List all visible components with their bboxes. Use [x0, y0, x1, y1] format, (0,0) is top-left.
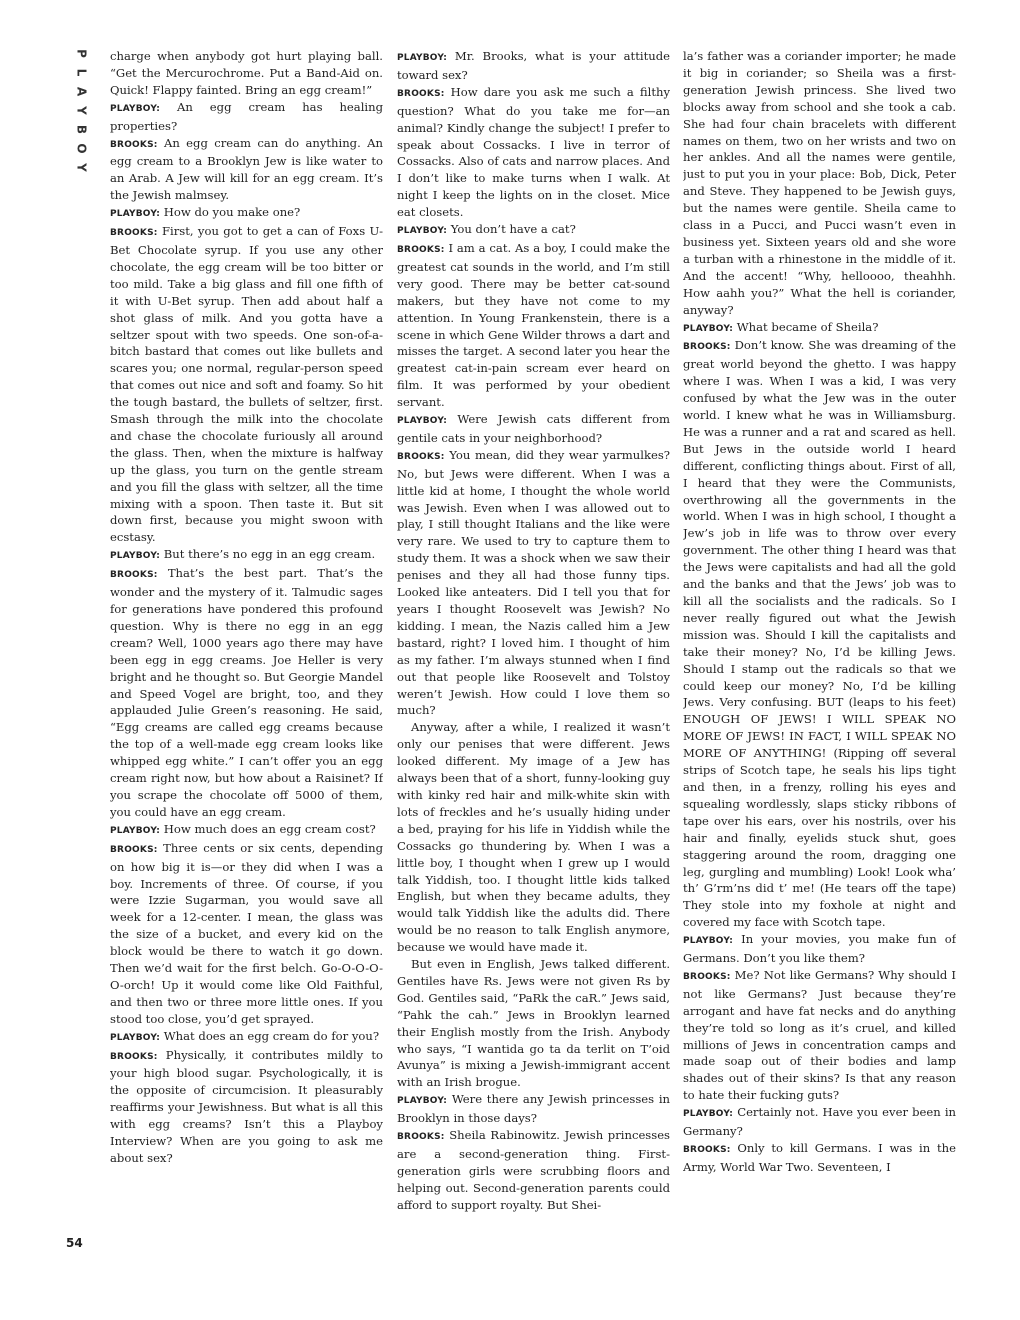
speaker-label: BROOKS: [397, 88, 445, 99]
paragraph [110, 565, 383, 821]
mark-letter: A [74, 86, 89, 97]
paragraph-text: Were Jewish cats different from gentile cats in your neighborhood? [397, 412, 670, 445]
mark-letter: L [74, 68, 89, 77]
paragraph-text: Were there any Jewish princesses in Brooklyn in those days? [397, 1092, 670, 1126]
paragraph [110, 223, 383, 546]
speaker-label: BROOKS: [110, 1051, 158, 1062]
paragraph-text: Three cents or six cents, depending on how big it is—or they did when I was a boy. Increments of three. Of course, if you were Izzie Sugarman, you would save all week for a 12-center. I mean, the glass was the size of a bucket, and every kid on the block would be there to watch it go down. Then we’d wait for the first belch. Go-O-O-O-O-orch! Up it would come like Old Faithful, and then two or three more little ones. If you stood too close, you’d get sprayed. [110, 840, 383, 1026]
paragraph [110, 1047, 383, 1167]
speaker-label: BROOKS: [397, 451, 445, 462]
paragraph-text: Sheila Rabinowitz. Jewish princesses are a second-generation thing. First-generation girls were scrubbing floors and helping out. Second-generation parents could afford to support royalty. But Shei- [397, 1128, 670, 1212]
speaker-label: BROOKS: [397, 1132, 445, 1143]
paragraph [397, 84, 670, 221]
paragraph-text: Certainly not. Have you ever been in Germany? [683, 1105, 956, 1139]
paragraph-text: But there’s no egg in an egg cream. [163, 547, 376, 562]
paragraph-text: Mr. Brooks, what is your attitude toward sex? [397, 49, 670, 82]
speaker-label: PLAYBOY: [110, 209, 161, 220]
paragraph [110, 48, 383, 99]
paragraph [683, 1140, 956, 1176]
speaker-label: PLAYBOY: [683, 323, 734, 334]
speaker-label: PLAYBOY: [110, 551, 161, 562]
paragraph-text: la’s father was a coriander importer; he made it big in coriander; so Sheila was a first-generation Jewish princess. She lived two blocks away from school and she took a cab. She had four chain bracelets with different names on them, two on her wrists and two on her ankles. And all the names were gentile, just to put you in your place: Bob, Dick, Peter and Steve. They happened to be Jewish guys, but the names were gentile. Sheila came to class in a Pucci, and Pucci wasn’t even in business yet. Sixteen years old and she wore a turban with a rhinestone in the middle of it. And the accent! “Why, helloooo, theahhh. How aahh you?” What the hell is coriander, anyway? [683, 49, 956, 317]
paragraph-text: Don’t know. She was dreaming of the great world beyond the ghetto. I was happy where I was. When I was a kid, I was very confused by what the Jew was in the outer world. I knew what he was in Williamsburg. He was a runner and a rat and scared as hell. But Jews in the outside world I heard different, conflicting things about. First of all, I heard that they were the Communists, overthrowing all the governments in the world. When I was in high school, I thought a Jew’s job in life was to throw over every government. The other thing I heard was that the Jews were capitalists and had all the gold and the banks and that the Jews’ job was to kill all the socialists and the radicals. So I never really figured out what the Jewish mission was. Should I kill the capitalists and take their money? No, I’d be killing Jews. Should I stamp out the radicals so that we could keep our money? No, I’d be killing Jews. Very confusing. BUT (leaps to his feet) ENOUGH OF JEWS! I WILL SPEAK NO MORE OF JEWS! IN FACT, I WILL SPEAK NO MORE OF ANYTHING! (Ripping off several strips of Scotch tape, he seals his lips tight and then, in a frenzy, rolling his eyes and squealing wordlessly, slaps sticky ribbons of tape over his ears, over his nostrils, over his hair and finally, eyelids stuck shut, goes staggering around the room, dragging one leg, gurgling and mumbling) Look! Look wha’ th’ G’rm’ns did t’ me! (He tears off the tape) They stole into my foxhole at night and covered my face with Scotch tape. [683, 338, 956, 930]
paragraph-text: I am a cat. As a boy, I could make the greatest cat sounds in the world, and I’m still very good. There may be better cat-sound makers, but they have not come to my attention. In Young Frankenstein, there is a scene in which Gene Wilder throws a dart and misses the target. A second later you hear the greatest cat-in-pain scream ever heard on film. It was performed by your obedient servant. [397, 240, 670, 410]
paragraph [110, 204, 383, 223]
speaker-label: PLAYBOY: [683, 1109, 734, 1120]
speaker-label: BROOKS: [110, 228, 158, 239]
paragraph-text: An egg cream can do anything. An egg cream to a Brooklyn Jew is like water to an Arab. A Jew will kill for an egg cream. It’s the Jewish malmsey. [110, 135, 383, 203]
paragraph [110, 821, 383, 840]
speaker-label: BROOKS: [683, 971, 731, 982]
speaker-label: BROOKS: [683, 342, 731, 353]
paragraph [110, 840, 383, 1028]
mark-letter: B [74, 124, 89, 135]
page-number: 54 [66, 1236, 83, 1250]
mark-letter: Y [74, 106, 89, 115]
speaker-label: PLAYBOY: [110, 825, 161, 836]
paragraph [397, 240, 670, 411]
paragraph [683, 319, 956, 338]
text-column-2 [397, 48, 670, 1268]
paragraph [397, 411, 670, 447]
text-column-3 [683, 48, 956, 1268]
text-column-1 [110, 48, 383, 1268]
speaker-label: PLAYBOY: [397, 1096, 448, 1107]
paragraph-text: Anyway, after a while, I realized it wasn’t only our penises that were different. Jews looked different. My image of a Jew has always been that of a short, funny-looking guy with kinky red hair and milk-white skin with lots of freckles and he’s usually hiding under a bed, praying for his life in Yiddish while the Cossacks go thundering by. When I was a little boy, I thought when I grew up I would talk Yiddish, too. I thought little kids talked English, but when they became adults, they would talk Yiddish like the adults did. There would be no reason to talk English anymore, because we would have made it. [397, 720, 670, 955]
paragraph-text: An egg cream has healing properties? [110, 99, 383, 133]
magazine-vertical-mark [68, 44, 94, 177]
paragraph-text: You don’t have a cat? [450, 222, 576, 237]
paragraph-text: Me? Not like Germans? Why should I not like Germans? Just because they’re arrogant and have fat necks and do anything they’re told so long as it’s cruel, and killed millions of Jews in concentration camps and made soap out of their bodies and lamp shades out of their skins? Is that any reason to hate their fucking guts? [683, 967, 956, 1103]
speaker-label: PLAYBOY: [397, 53, 448, 63]
paragraph [397, 719, 670, 956]
speaker-label: BROOKS: [110, 570, 158, 581]
paragraph [683, 337, 956, 931]
paragraph-text: charge when anybody got hurt playing ball. “Get the Mercurochrome. Put a Band-Aid on. Quick! Flappy fainted. Bring an egg cream!” [110, 49, 383, 97]
paragraph-text: But even in English, Jews talked different. Gentiles have Rs. Jews were not given Rs by God. Gentiles said, “PaRk the caR.” Jews said, “Pahk the cah.” Jews in Brooklyn learned their English mostly from the Irish. Anybody who says, “I wantida go ta da terlit on T’oid Avunya” is mixing a Jewish-immigrant accent with an Irish brogue. [397, 957, 670, 1090]
paragraph [683, 48, 956, 319]
speaker-label: BROOKS: [683, 1145, 731, 1155]
paragraph-text: You mean, did they wear yarmulkes? No, but Jews were different. When I was a little kid at home, I thought the whole world was Jewish. Even when I was allowed out to play, I still thought Italians and the like were very rare. We used to try to capture them to study them. It was a shock when we saw their penises and they all had those funny tips. Looked like anteaters. Did I tell you that for years I thought Roosevelt was Jewish? No kidding. I mean, the Nazis called him a Jew bastard, right? I loved him. I thought of him as my father. I’m always stunned when I find out that people like Roosevelt and Tolstoy weren’t Jewish. How could I love them so much? [397, 447, 670, 718]
speaker-label: PLAYBOY: [683, 936, 734, 947]
paragraph [110, 99, 383, 135]
speaker-label: PLAYBOY: [110, 1032, 161, 1043]
paragraph [397, 221, 670, 240]
mark-letter: P [74, 49, 89, 58]
paragraph-text: How much does an egg cream cost? [163, 821, 376, 836]
paragraph-text: Only to kill Germans. I was in the Army, World War Two. Seventeen, I [683, 1141, 956, 1174]
speaker-label: PLAYBOY: [110, 103, 161, 114]
paragraph [397, 1091, 670, 1127]
paragraph [397, 48, 670, 84]
paragraph-text: That’s the best part. That’s the wonder and the mystery of it. Talmudic sages for generations have pondered this profound question. Why is there no egg in an egg cream? Well, 1000 years ago there may have been egg in egg creams. Joe Heller is very bright and he thought so. But Georgie Mandel and Speed Vogel are bright, too, and they applauded Julie Green’s reasoning. He said, “Egg creams are called egg creams because the top of a well-made egg cream looks like whipped egg white.” I can’t offer you an egg cream right now, but how about a Raisinet? If you scrape the chocolate off 5000 of them, you could have an egg cream. [110, 566, 383, 819]
mark-letter: O [74, 143, 89, 154]
speaker-label: BROOKS: [110, 844, 158, 855]
paragraph-text: What became of Sheila? [736, 319, 879, 334]
speaker-label: BROOKS: [110, 139, 158, 150]
paragraph-text: What does an egg cream do for you? [163, 1028, 380, 1043]
paragraph-text: How do you make one? [163, 205, 301, 220]
paragraph [110, 546, 383, 565]
paragraph [397, 956, 670, 1091]
speaker-label: PLAYBOY: [397, 416, 448, 427]
paragraph-text: In your movies, you make fun of Germans. Don’t you like them? [683, 932, 956, 966]
paragraph [683, 931, 956, 967]
paragraph [110, 1028, 383, 1047]
paragraph [397, 447, 670, 720]
paragraph-text: How dare you ask me such a filthy question? What do you take me for—an animal? Kindly change the subject! I prefer to speak about Cossacks. I live in terror of Cossacks. Also of cats and narrow places. And I don’t like to make turns when I walk. At night I keep the lights on in the closet. Mice eat closets. [397, 84, 670, 220]
paragraph [397, 1127, 670, 1214]
paragraph [683, 1104, 956, 1140]
mark-letter: Y [74, 163, 89, 172]
paragraph [110, 135, 383, 205]
paragraph-text: Physically, it contributes mildly to your high blood sugar. Psychologically, it is the opposite of circumcision. It pleasurably reaffirms your Jewishness. But what is all this with egg creams? Isn’t this a Playboy Interview? When are you going to ask me about sex? [110, 1047, 383, 1165]
speaker-label: PLAYBOY: [397, 226, 448, 237]
speaker-label: BROOKS: [397, 244, 445, 255]
paragraph [683, 967, 956, 1104]
paragraph-text: First, you got to get a can of Foxs U-Bet Chocolate syrup. If you use any other chocolate, the egg cream will be too bitter or too mild. Take a big glass and fill one fifth of it with U-Bet syrup. Then add about half a shot glass of milk. And you gotta have a seltzer spout with two speeds. One son-of-a-bitch bastard that comes out like bullets and scares you; one normal, regular-person speed that comes out nice and soft and foamy. So hit the tough bastard, the bullets of seltzer, first. Smash through the milk into the chocolate and chase the chocolate furiously all around the glass. Then, when the mixture is halfway up the glass, you turn on the gentle stream and you fill the glass with seltzer, all the time mixing with a spoon. Then taste it. But sit down first, because you might swoon with ecstasy. [110, 224, 383, 545]
